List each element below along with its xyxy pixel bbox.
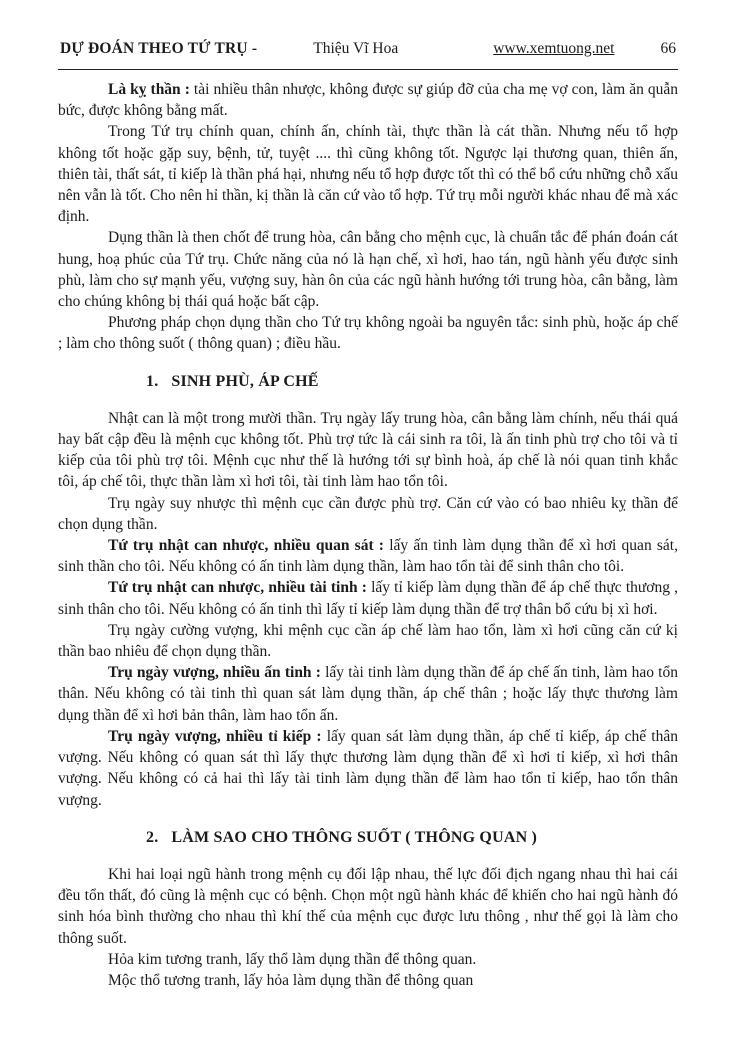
paragraph-nhat-can (58, 408, 678, 493)
paragraph-lead: Là kỵ thần : (108, 81, 194, 98)
section-number: 2. (146, 828, 159, 846)
section-heading-2 (146, 827, 678, 848)
paragraph-text: lấy quan sát làm dụng thần, áp chế tỉ kiếp, áp chế thân vượng. Nếu không có quan sát thì lấy thực thương làm dụng thần để xì hơi tỉ kiếp, xì hơi thân vượng. Nếu không có cả hai thì lấy tài tinh làm dụng thần để làm hao tổn tỉ kiếp, hao tổn thân vượng. (58, 727, 678, 809)
paragraph-lead: Tứ trụ nhật can nhược, nhiều tài tinh : (108, 579, 372, 597)
paragraph-nhieu-quan-sat (58, 535, 678, 577)
paragraph-lead: Trụ ngày vượng, nhiều tỉ kiếp : (108, 727, 327, 745)
author-name: Thiệu Vĩ Hoa (313, 40, 399, 57)
paragraph-lead: Tứ trụ nhật can nhược, nhiều quan sát : (108, 537, 390, 555)
paragraph-hoa-kim (58, 949, 678, 970)
paragraph-nhieu-tai-tinh (58, 577, 678, 619)
paragraph-text: Mộc thổ tương tranh, lấy hỏa làm dụng thần để thông quan (108, 971, 474, 989)
paragraph-text: tài nhiều thân nhược, không được sự giúp đỡ của cha mẹ vợ con, làm ăn quẫn bức, được không bằng mất. (58, 81, 678, 120)
paragraph-text: Nhật can là một trong mười thần. Trụ ngày lấy trung hòa, cân bằng làm chính, nếu thái quá hay bất cập đều là mệnh cục không tốt. Phù trợ tức là cái sinh ra tôi, là ấn tinh phù trợ cho tôi và tỉ kiếp của tôi phù trợ tôi. Mệnh cục như thế là hướng tới sự bình hoà, áp chế là nói quan tinh khắc tôi, áp chế tôi, thực thần làm xì hơi tôi, tài tinh làm hao tổn tôi. (58, 409, 678, 491)
paragraph-nhieu-an-tinh (58, 662, 678, 726)
paragraph-tru-ngay-suy-nhuoc (58, 493, 678, 535)
section-title: SINH PHÙ, ÁP CHẾ (171, 372, 319, 390)
paragraph-lead: Trụ ngày vượng, nhiều ấn tinh : (108, 664, 326, 682)
paragraph-text: lấy tài tinh làm dụng thần để áp chế ấn tinh, làm hao tổn thân. Nếu không có tài tinh thì quan sát làm dụng thần, áp chế thân ; hoặc lấy thực thương làm dụng thần để xì hơi bản thân, làm hao tổn ấn. (58, 664, 678, 724)
paragraph-text: Hỏa kim tương tranh, lấy thổ làm dụng thần để thông quan. (108, 950, 477, 968)
paragraph-text: lấy ấn tinh làm dụng thần để xì hơi quan sát, sinh thần cho tôi. Nếu không có ấn tinh làm dụng thần, làm hao tổn tài để sinh thân cho tôi. (58, 537, 678, 576)
paragraph-text: lấy tỉ kiếp làm dụng thần để áp chế thực thương , sinh thân cho tôi. Nếu không có ấn tinh thì lấy tỉ kiếp làm dụng thần để trợ thân bổ cứu bị xì hơi. (58, 579, 678, 618)
paragraph-tru-ngay-cuong-vuong (58, 620, 678, 662)
paragraph-text: Dụng thần là then chốt để trung hòa, cân bằng cho mệnh cục, là chuẩn tắc để phán đoán cát hung, hoạ phúc của Tứ trụ. Chức năng của nó là hạn chế, xì hơi, hao tán, ngũ hành yếu được sinh phù, làm cho sự mạnh yếu, vượng suy, hàn ôn của các ngũ hành hướng tới trung hòa, cân bằng, làm cho chúng không bị thái quá hoặc bất cập. (58, 229, 678, 311)
paragraph-text: Trong Tứ trụ chính quan, chính ấn, chính tài, thực thần là cát thần. Nhưng nếu tổ hợp không tốt hoặc gặp suy, bệnh, tử, tuyệt .... thì cũng không tốt. Ngược lại thương quan, thiên ấn, thiên tài, thất sát, tỉ kiếp là thần phá hại, nhưng nếu tổ hợp được tốt thì có thể bổ cứu những chỗ xấu nên vẫn là tốt. Cho nên hỉ thần, kị thần là căn cứ vào tổ hợp. Tứ trụ mỗi người khác nhau để mà xác định. (58, 123, 678, 226)
paragraph-text: Trụ ngày cường vượng, khi mệnh cục cần áp chế làm hao tổn, làm xì hơi cũng căn cứ kị thần bao nhiêu để chọn dụng thần. (58, 621, 678, 661)
page-body (58, 79, 678, 991)
paragraph-nhieu-ti-kiep (58, 726, 678, 811)
paragraph-thong-quan-intro (58, 864, 678, 949)
paragraph-text: Phương pháp chọn dụng thần cho Tứ trụ không ngoài ba nguyên tắc: sinh phù, hoặc áp chế ; làm cho thông suốt ( thông quan) ; điều hầu. (58, 314, 678, 353)
section-heading-1 (146, 371, 678, 392)
website-link[interactable]: www.xemtuong.net (493, 40, 615, 57)
paragraph-text: Trụ ngày suy nhược thì mệnh cục cần được phù trợ. Căn cứ vào có bao nhiêu kỵ thần để chọn dụng thần. (58, 494, 678, 533)
page-header (58, 40, 678, 70)
paragraph-text: Khi hai loại ngũ hành trong mệnh cụ đối lập nhau, thế lực đối địch ngang nhau thì hai cái đều tổn thất, đó cũng là mệnh cục có bệnh. Chọn một ngũ hành khác để khiến cho hai ngũ hành đó sinh hóa bình thường cho nhau thì khí thế của mệnh cục được lưu thông , như thế gọi là làm cho thông suốt. (58, 865, 678, 947)
paragraph-dung-than (58, 227, 678, 312)
page-number: 66 (660, 40, 676, 57)
paragraph-ky-than (58, 79, 678, 121)
book-title: DỰ ĐOÁN THEO TỨ TRỤ - (60, 40, 258, 57)
paragraph-cat-than (58, 121, 678, 227)
paragraph-moc-tho (58, 970, 678, 991)
paragraph-phuong-phap (58, 312, 678, 354)
section-title: LÀM SAO CHO THÔNG SUỐT ( THÔNG QUAN ) (171, 828, 538, 846)
section-number: 1. (146, 372, 159, 390)
